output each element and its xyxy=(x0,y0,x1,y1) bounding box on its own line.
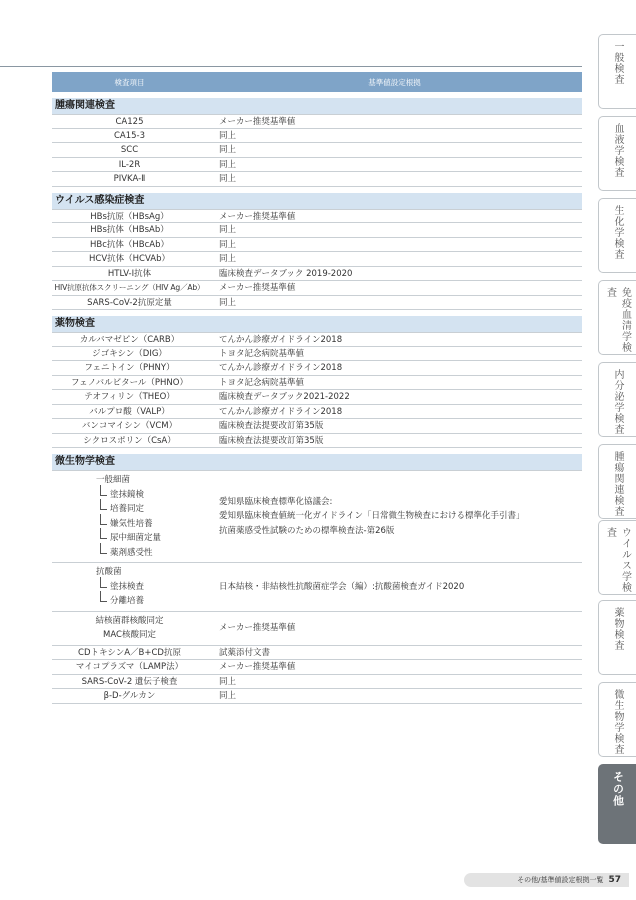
item: フェノバルビタール（PHNO） xyxy=(71,377,188,388)
basis: てんかん診療ガイドライン2018 xyxy=(219,406,343,417)
item: β-D-グルカン xyxy=(103,691,156,701)
item: HCV抗体（HCVAb） xyxy=(89,254,170,264)
basis: 同上 xyxy=(219,691,237,701)
page-number: 57 xyxy=(608,875,621,885)
table-row xyxy=(52,419,582,434)
tab-label: その他 xyxy=(611,771,625,807)
item: CDトキシンA／B+CD抗原 xyxy=(78,647,181,658)
sub-item: 分離培養 xyxy=(96,594,207,609)
table-header xyxy=(52,72,582,92)
basis-line: 愛知県臨床検査値統一化ガイドライン「日常微生物検査における標準化手引書」 xyxy=(219,511,525,522)
table-row xyxy=(52,376,582,391)
tab-label: ウイルス学検査 xyxy=(604,527,631,593)
tab-virology[interactable] xyxy=(598,520,636,595)
section-title-drug: 薬物検査 xyxy=(52,316,582,332)
item: マイコプラズマ（LAMP法） xyxy=(75,662,184,672)
table-row xyxy=(52,172,582,187)
table-row xyxy=(52,158,582,173)
header-item: 検査項目 xyxy=(114,77,145,87)
tab-label: 微生物学検査 xyxy=(612,689,623,755)
basis: てんかん診療ガイドライン2018 xyxy=(219,363,343,373)
table-row xyxy=(52,143,582,158)
table-row xyxy=(52,390,582,405)
group-items xyxy=(52,471,207,562)
section-title-tumor: 腫瘍関連検査 xyxy=(52,98,582,114)
tab-label: 生化学検査 xyxy=(612,205,623,260)
basis: 臨床検査データブック2021-2022 xyxy=(219,392,350,402)
basis: 同上 xyxy=(219,130,237,141)
table-row xyxy=(52,129,582,144)
item: SARS-CoV-2 遺伝子検査 xyxy=(81,676,178,687)
tab-label: 一般検査 xyxy=(612,41,623,85)
basis: 臨床検査法提要改訂第35版 xyxy=(219,435,324,446)
group-general-bacteria xyxy=(52,470,582,563)
basis: 同上 xyxy=(219,225,237,235)
basis: 同上 xyxy=(219,254,237,264)
basis-line: 抗菌薬感受性試験のための標準検査法-第26版 xyxy=(219,525,395,536)
table-row xyxy=(52,347,582,362)
basis: トヨタ記念病院基準値 xyxy=(219,377,305,388)
item: HIV抗原抗体スクリーニング（HIV Ag／Ab） xyxy=(54,283,205,292)
item: SARS-CoV-2抗原定量 xyxy=(87,297,172,308)
table-row xyxy=(52,267,582,282)
tab-label: 免疫血清学検査 xyxy=(604,287,631,353)
item: MAC核酸同定 xyxy=(103,630,156,640)
table-row xyxy=(52,646,582,661)
basis: メーカー推奨基準値 xyxy=(219,211,296,222)
item: ジゴキシン（DIG） xyxy=(92,348,167,359)
tab-tumor[interactable] xyxy=(598,444,636,519)
group-label: 一般細菌 xyxy=(96,475,131,485)
basis: メーカー推奨基準値 xyxy=(219,117,296,127)
item: HTLV-Ⅰ抗体 xyxy=(107,268,152,279)
basis: 同上 xyxy=(219,159,237,170)
item: 結核菌群核酸同定 xyxy=(95,615,164,626)
tab-label: 腫瘍関連検査 xyxy=(612,451,623,517)
sub-item: 塗抹検査 xyxy=(96,580,207,595)
footer-text: その他/基準値設定根拠一覧 xyxy=(517,876,604,884)
tab-other[interactable] xyxy=(598,764,636,844)
item: HBs抗体（HBsAb） xyxy=(90,225,169,235)
group-label: 抗酸菌 xyxy=(96,567,122,577)
table-row xyxy=(52,361,582,376)
basis-line: 日本結核・非結核性抗酸菌症学会（編）:抗酸菌検査ガイド2020 xyxy=(219,581,465,592)
item: バンコマイシン（VCM） xyxy=(81,421,178,431)
sub-item: 尿中細菌定量 xyxy=(96,531,207,546)
item: IL-2R xyxy=(118,159,141,170)
item: カルバマゼピン（CARB） xyxy=(79,335,180,345)
tab-label: 血液学検査 xyxy=(612,123,623,178)
section-title-micro: 微生物学検査 xyxy=(52,454,582,470)
group-afb xyxy=(52,563,582,612)
basis: 臨床検査データブック 2019-2020 xyxy=(219,268,353,279)
basis: 臨床検査法提要改訂第35版 xyxy=(219,421,324,431)
table-row xyxy=(52,238,582,253)
section-drug xyxy=(52,332,582,448)
group-items xyxy=(52,563,207,611)
table-row xyxy=(52,434,582,449)
group-basis xyxy=(207,612,582,645)
tab-microbiology[interactable] xyxy=(598,682,636,757)
item: シクロスポリン（CsA） xyxy=(83,435,176,446)
sub-item: 培養同定 xyxy=(96,502,207,517)
basis: 試薬添付文書 xyxy=(219,647,271,658)
tab-label: 薬物検査 xyxy=(612,607,623,651)
basis: 同上 xyxy=(219,297,237,308)
table-row xyxy=(52,660,582,675)
item: フェニトイン（PHNY） xyxy=(84,363,175,373)
section-virus xyxy=(52,209,582,311)
tab-endocrinology[interactable] xyxy=(598,362,636,437)
sub-item: 薬剤感受性 xyxy=(96,546,207,561)
item: HBs抗原（HBsAg） xyxy=(90,211,169,222)
basis: 同上 xyxy=(219,145,237,155)
group-basis xyxy=(207,563,582,611)
table-row xyxy=(52,405,582,420)
section-tumor xyxy=(52,114,582,187)
table-row xyxy=(52,209,582,224)
table-row xyxy=(52,223,582,238)
basis: 同上 xyxy=(219,174,237,184)
basis: メーカー推奨基準値 xyxy=(219,283,296,293)
reference-table xyxy=(52,72,582,704)
tab-biochemistry[interactable] xyxy=(598,198,636,273)
table-row xyxy=(52,114,582,129)
basis: メーカー推奨基準値 xyxy=(219,662,296,672)
group-items xyxy=(52,612,207,645)
table-row xyxy=(52,689,582,704)
basis: 同上 xyxy=(219,676,237,687)
tab-label: 内分泌学検査 xyxy=(612,369,623,435)
basis: トヨタ記念病院基準値 xyxy=(219,348,305,359)
group-tb xyxy=(52,612,582,646)
item: バルプロ酸（VALP） xyxy=(89,406,170,417)
header-basis: 基準値設定根拠 xyxy=(368,77,421,87)
table-row xyxy=(52,332,582,347)
sub-item: 嫌気性培養 xyxy=(96,517,207,532)
page-footer xyxy=(464,873,629,887)
tab-immunology[interactable] xyxy=(598,280,636,355)
basis: てんかん診療ガイドライン2018 xyxy=(219,335,343,345)
item: HBc抗体（HBcAb） xyxy=(89,239,169,250)
table-row xyxy=(52,281,582,296)
top-rule xyxy=(0,66,582,67)
section-micro xyxy=(52,470,582,704)
tab-drug[interactable] xyxy=(598,600,636,675)
basis-line: メーカー推奨基準値 xyxy=(219,622,296,633)
item: CA15-3 xyxy=(113,130,146,141)
sub-item: 塗抹鏡検 xyxy=(96,488,207,503)
group-basis xyxy=(207,471,582,562)
basis-line: 愛知県臨床検査標準化協議会: xyxy=(219,496,333,507)
section-title-virus: ウイルス感染症検査 xyxy=(52,193,582,209)
table-row xyxy=(52,296,582,311)
table-row xyxy=(52,675,582,690)
basis: 同上 xyxy=(219,239,237,250)
item: SCC xyxy=(120,145,139,155)
table-row xyxy=(52,252,582,267)
item: テオフィリン（THEO） xyxy=(84,392,175,402)
item: PIVKA-Ⅱ xyxy=(113,174,146,184)
tab-general[interactable] xyxy=(598,34,636,109)
tab-hematology[interactable] xyxy=(598,116,636,191)
item: CA125 xyxy=(115,117,144,127)
